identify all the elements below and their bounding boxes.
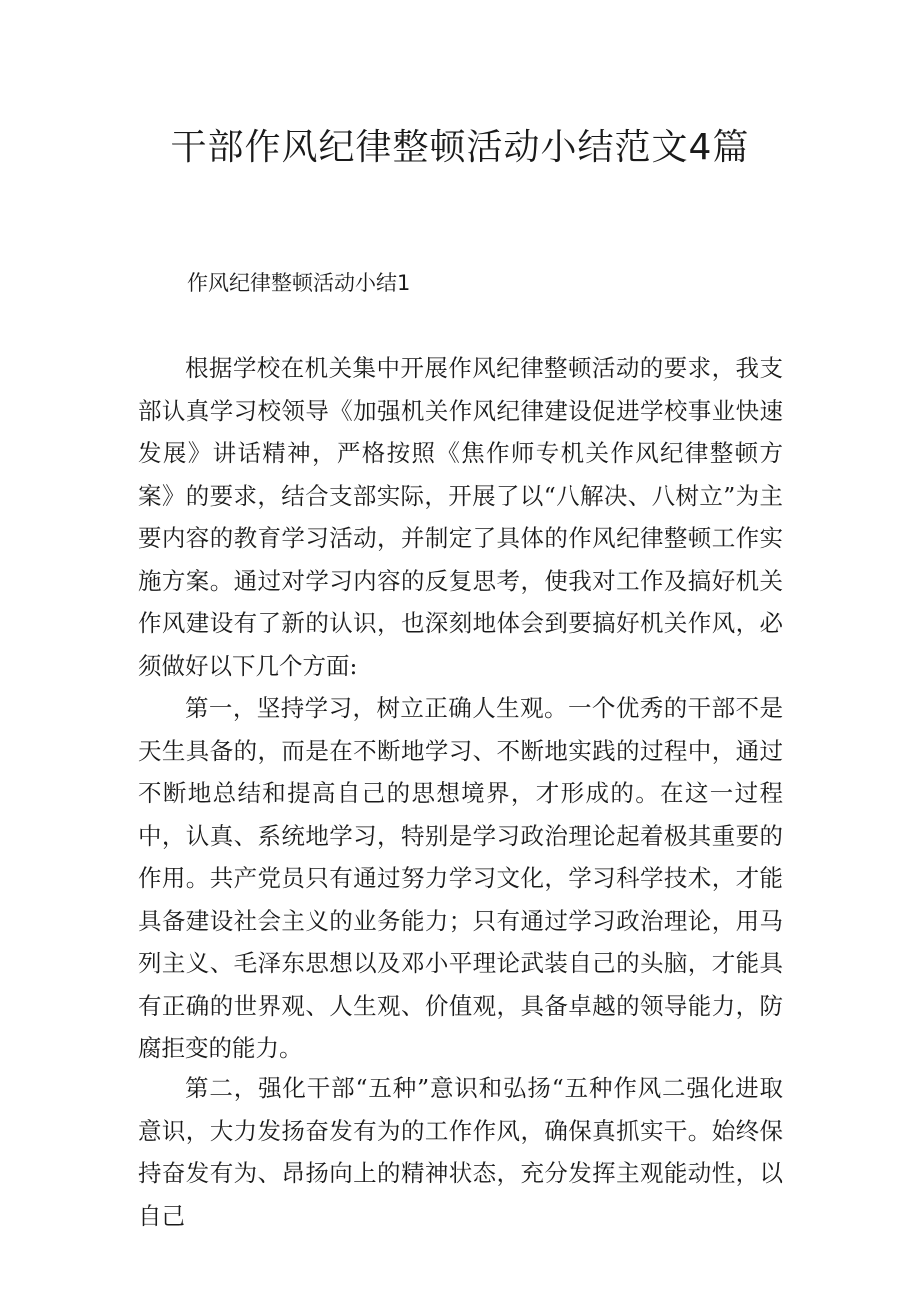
paragraph-2: 第一，坚持学习，树立正确人生观。一个优秀的干部不是天生具备的，而是在不断地学习、不断地实践的过程中，通过不断地总结和提高自己的思想境界，才形成的。在这一过程中，认真、系统地学习，特别是学习政治理论起着极其重要的作用。共产党员只有通过努力学习文化，学习科学技术，才能具备建设社会主义的业务能力；只有通过学习政治理论，用马列主义、毛泽东思想以及邓小平理论武装自己的头脑，才能具有正确的世界观、人生观、价值观，具备卓越的领导能力，防腐拒变的能力。: [138, 694, 783, 1062]
paragraph-3: 第二，强化干部“五种”意识和弘扬“五种作风二强化进取意识，大力发扬奋发有为的工作作风，确保真抓实干。始终保持奋发有为、昂扬向上的精神状态，充分发挥主观能动性，以自己: [138, 1074, 783, 1230]
paragraph-1: 根据学校在机关集中开展作风纪律整顿活动的要求，我支部认真学习校领导《加强机关作风纪律建设促进学校事业快速发展》讲话精神，严格按照《焦作师专机关作风纪律整顿方案》的要求，结合支部实际，开展了以“八解决、八树立”为主要内容的教育学习活动，并制定了具体的作风纪律整顿工作实施方案。通过对学习内容的反复思考，使我对工作及搞好机关作风建设有了新的认识，也深刻地体会到要搞好机关作风，必须做好以下几个方面:: [138, 354, 783, 680]
section-heading: 作风纪律整顿活动小结1: [187, 271, 411, 295]
document-title: 干部作风纪律整顿活动小结范文4篇: [170, 127, 750, 168]
